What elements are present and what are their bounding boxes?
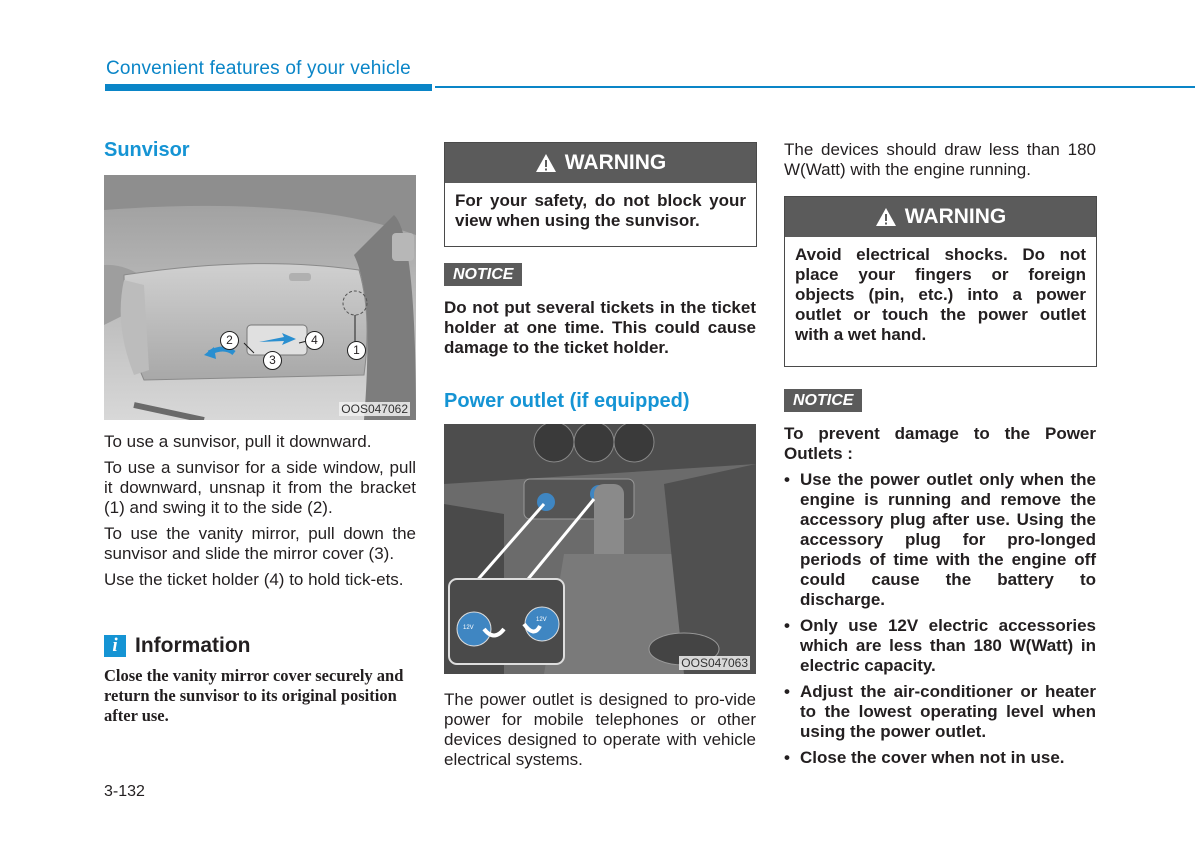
warning-text: For your safety, do not block your view when using the sunvisor. bbox=[455, 191, 746, 230]
notice-text-tickets: Do not put several tickets in the ticket holder at one time. This could cause damage to the ticket holder. bbox=[444, 298, 756, 357]
sunvisor-para-4: Use the ticket holder (4) to hold tick-ets. bbox=[104, 570, 404, 589]
notice-tag: NOTICE bbox=[784, 389, 862, 412]
outlet-label-left: 12V bbox=[463, 625, 474, 631]
power-outlet-title: Power outlet (if equipped) bbox=[444, 390, 690, 412]
warning-title: WARNING bbox=[904, 205, 1007, 228]
callout-3: 3 bbox=[263, 351, 282, 370]
sunvisor-para-2: To use a sunvisor for a side window, pull it downward, unsnap it from the bracket (1) and swing it to the side (2). bbox=[104, 458, 416, 517]
warning-title: WARNING bbox=[564, 151, 667, 174]
warning-header bbox=[785, 197, 1096, 237]
callout-4: 4 bbox=[305, 331, 324, 350]
sunvisor-para-1: To use a sunvisor, pull it downward. bbox=[104, 432, 372, 451]
information-heading bbox=[104, 634, 251, 658]
outlet-label-right: 12V bbox=[536, 617, 547, 623]
page-number: 3-132 bbox=[104, 783, 145, 800]
figure-code: OOS047062 bbox=[341, 402, 408, 416]
notice-tag: NOTICE bbox=[444, 263, 522, 286]
warning-text: Avoid electrical shocks. Do not place your fingers or foreign objects (pin, etc.) into a power outlet or touch the power outlet with a wet hand. bbox=[795, 245, 1086, 344]
information-text: Close the vanity mirror cover securely and return the sunvisor to its original position after use. bbox=[104, 666, 404, 725]
figure-code: OOS047063 bbox=[681, 656, 748, 670]
info-icon: i bbox=[104, 635, 126, 657]
header-rule bbox=[435, 86, 1195, 88]
power-outlet-paragraph: The power outlet is designed to pro-vide power for mobile telephones or other devices designed to operate with vehicle electrical systems. bbox=[444, 690, 756, 769]
list-item: • Close the cover when not in use. bbox=[784, 748, 1096, 768]
power-draw-intro: The devices should draw less than 180 W(Watt) with the engine running. bbox=[784, 140, 1096, 179]
notice-intro: To prevent damage to the Power Outlets : bbox=[784, 424, 1096, 463]
warning-header bbox=[445, 143, 756, 183]
warning-triangle-icon bbox=[535, 153, 557, 173]
list-item: • Only use 12V electric accessories which are less than 180 W(Watt) in electric capacity. bbox=[784, 616, 1096, 676]
callout-1: 1 bbox=[347, 341, 366, 360]
chapter-header: Convenient features of your vehicle bbox=[106, 58, 411, 79]
callout-2: 2 bbox=[220, 331, 239, 350]
sunvisor-para-3: To use the vanity mirror, pull down the sunvisor and slide the mirror cover (3). bbox=[104, 524, 416, 563]
list-item: • Use the power outlet only when the engine is running and remove the accessory plug after use. Using the accessory plug for pro-longed periods of time with the engine off could cause the battery to discharge. bbox=[784, 470, 1096, 610]
power-outlet-figure bbox=[444, 424, 756, 674]
sunvisor-figure bbox=[104, 175, 416, 420]
warning-triangle-icon bbox=[875, 207, 897, 227]
information-title: Information bbox=[135, 634, 251, 657]
list-item: • Adjust the air-conditioner or heater to the lowest operating level when using the power outlet. bbox=[784, 682, 1096, 742]
notice-bullet-list bbox=[784, 470, 1096, 774]
sunvisor-illustration bbox=[104, 175, 416, 420]
warning-box-shock bbox=[784, 196, 1097, 367]
warning-box-sunvisor bbox=[444, 142, 757, 247]
power-outlet-illustration bbox=[444, 424, 756, 674]
header-accent-bar bbox=[105, 84, 432, 91]
sunvisor-title: Sunvisor bbox=[104, 139, 190, 161]
